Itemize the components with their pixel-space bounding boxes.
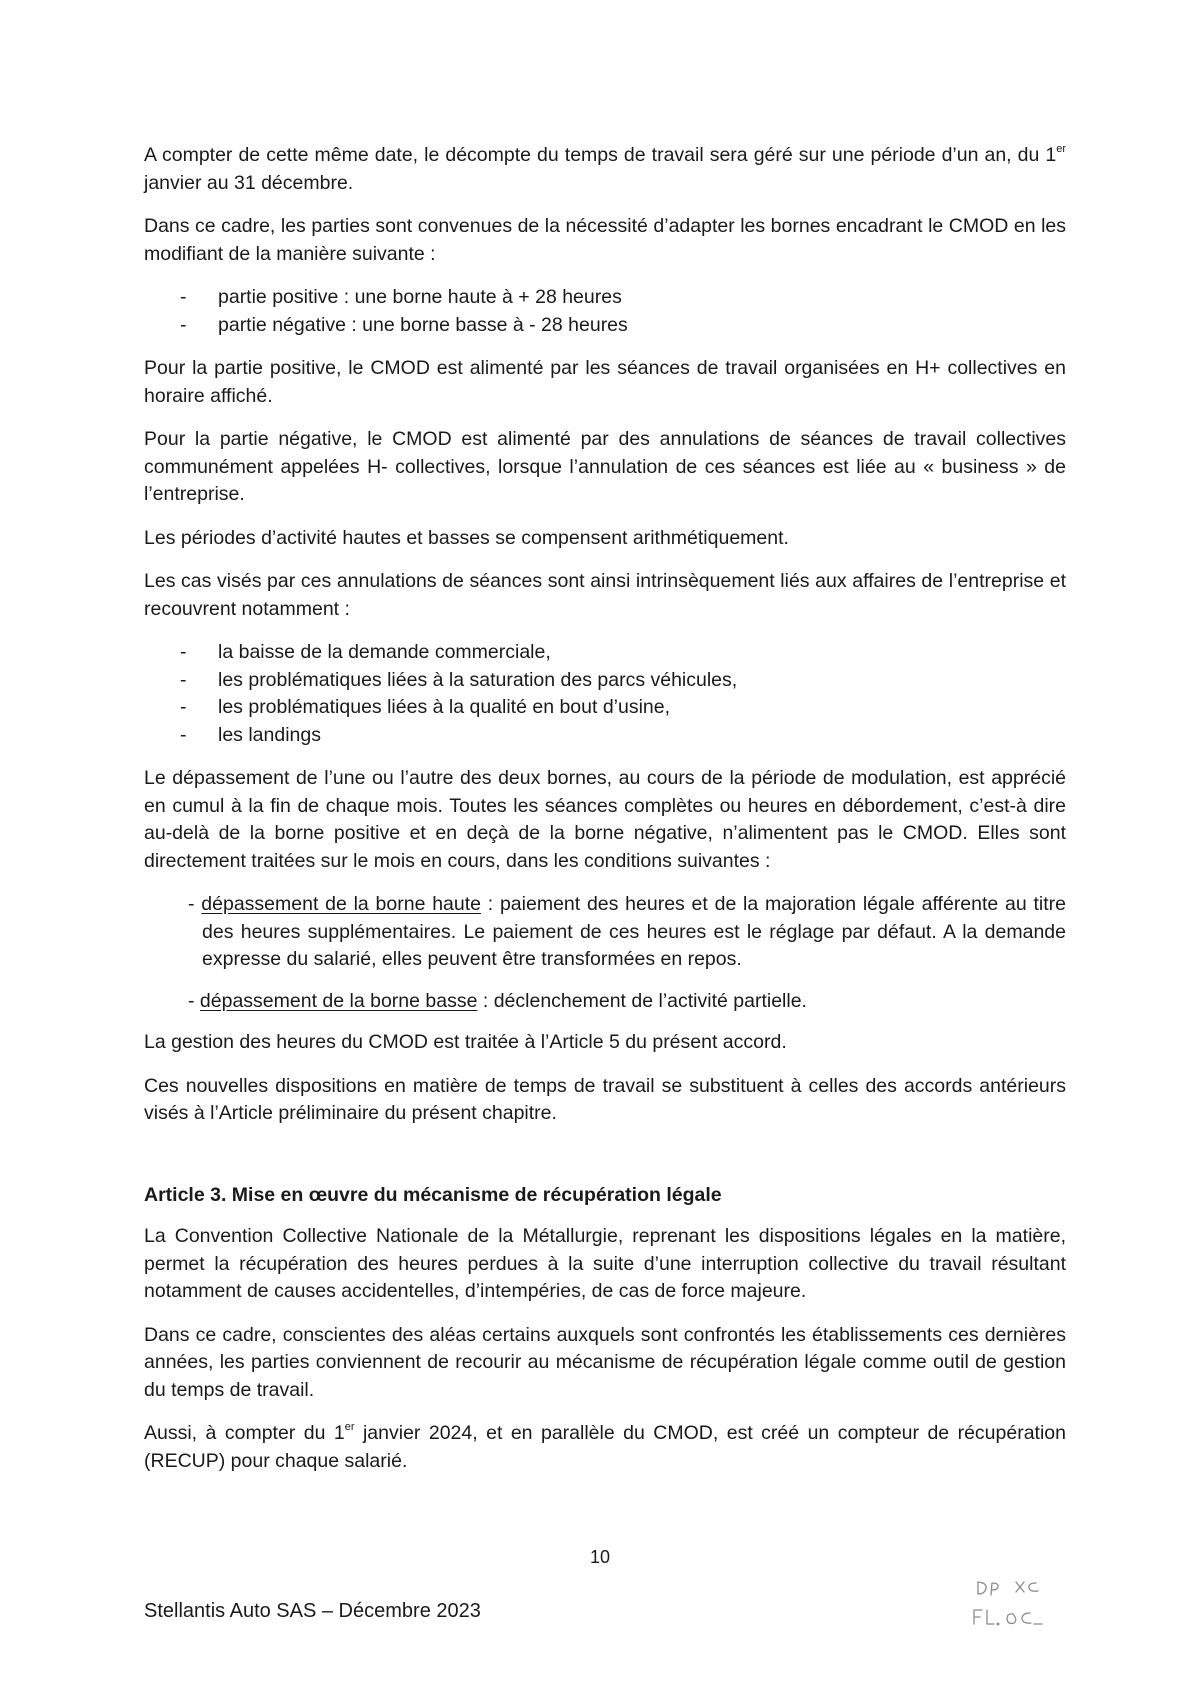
dash-bullet: -: [180, 286, 187, 308]
dash-bullet: -: [180, 696, 187, 718]
handwritten-initials: [950, 1572, 1070, 1632]
paragraph: Dans ce cadre, les parties sont convenues de la nécessité d’adapter les bornes encadrant le CMOD en les modifiant de la manière suivante :: [144, 215, 1066, 265]
bullet-list: [144, 284, 1066, 339]
page-number: 10: [589, 1547, 611, 1567]
sub-item-upper-bound: - dépassement de la borne haute : paiement des heures et de la majoration légale afférente au titre des heures supplémentaires. Le paiement de ces heures est le réglage par défaut. A la demande expresse du salarié, elles peuvent être transformées en repos.: [188, 893, 1067, 970]
paragraph: La gestion des heures du CMOD est traitée à l’Article 5 du présent accord.: [144, 1031, 787, 1053]
list-item: - les problématiques liées à la qualité en bout d’usine,: [144, 694, 1066, 722]
page-content: [144, 142, 1066, 1491]
list-item: - partie positive : une borne haute à + 28 heures: [144, 284, 1066, 312]
footer: Stellantis Auto SAS – Décembre 2023: [144, 1600, 481, 1622]
underlined-term: dépassement de la borne haute: [201, 893, 481, 915]
list-item: - les landings: [144, 722, 1066, 750]
underlined-term: dépassement de la borne basse: [199, 989, 478, 1012]
paragraph: Aussi, à compter du 1er janvier 2024, et en parallèle du CMOD, est créé un compteur de récupération (RECUP) pour chaque salarié.: [144, 1421, 1066, 1472]
dash-bullet: -: [180, 313, 187, 336]
article-heading: Article 3. Mise en œuvre du mécanisme de récupération légale: [144, 1183, 722, 1206]
dash-bullet: -: [180, 641, 187, 663]
paragraph: Pour la partie positive, le CMOD est alimenté par les séances de travail organisées en H+ collectives en horaire affiché.: [144, 357, 1066, 407]
list-item: - partie négative : une borne basse à - 28 heures: [144, 312, 1066, 340]
paragraph: Les périodes d’activité hautes et basses se compensent arithmétiquement.: [144, 526, 789, 549]
sub-item-lower-bound: - dépassement de la borne basse : déclenchement de l’activité partielle.: [188, 989, 807, 1012]
bullet-list: [144, 639, 1066, 749]
paragraph: Le dépassement de l’une ou l’autre des deux bornes, au cours de la période de modulation, est apprécié en cumul à la fin de chaque mois. Toutes les séances complètes ou heures en débordement, c’est-à dire au-delà de la borne positive et en deçà de la borne négative, n’alimentent pas le CMOD. Elles sont directement traitées sur le mois en cours, dans les conditions suivantes :: [144, 767, 1066, 872]
dash-bullet: -: [180, 723, 187, 746]
paragraph: Ces nouvelles dispositions en matière de temps de travail se substituent à celles des accords antérieurs visés à l’Article préliminaire du présent chapitre.: [144, 1074, 1066, 1124]
paragraph: Pour la partie négative, le CMOD est alimenté par des annulations de séances de travail collectives communément appelées H- collectives, lorsque l’annulation de ces séances est liée au « business » de l’entreprise.: [144, 428, 1066, 505]
paragraph: Dans ce cadre, conscientes des aléas certains auxquels sont confrontés les établissements ces dernières années, les parties conviennent de recourir au mécanisme de récupération légale comme outil de gestion du temps de travail.: [144, 1323, 1066, 1401]
paragraph: Les cas visés par ces annulations de séances sont ainsi intrinsèquement liés aux affaires de l’entreprise et recouvrent notamment :: [144, 570, 1066, 620]
superscript: er: [1056, 143, 1066, 155]
list-item: - la baisse de la demande commerciale,: [144, 639, 1066, 667]
paragraph: A compter de cette même date, le décompte du temps de travail sera géré sur une période d’un an, du 1er janvier au 31 décembre.: [144, 143, 1066, 194]
superscript: er: [344, 1421, 355, 1433]
dash-bullet: -: [180, 668, 187, 691]
paragraph: La Convention Collective Nationale de la Métallurgie, reprenant les dispositions légales en la matière, permet la récupération des heures perdues à la suite d’une interruption collective du travail résultant notamment de causes accidentelles, d’intempéries, de cas de force majeure.: [144, 1225, 1066, 1302]
list-item: - les problématiques liées à la saturation des parcs véhicules,: [144, 667, 1066, 695]
